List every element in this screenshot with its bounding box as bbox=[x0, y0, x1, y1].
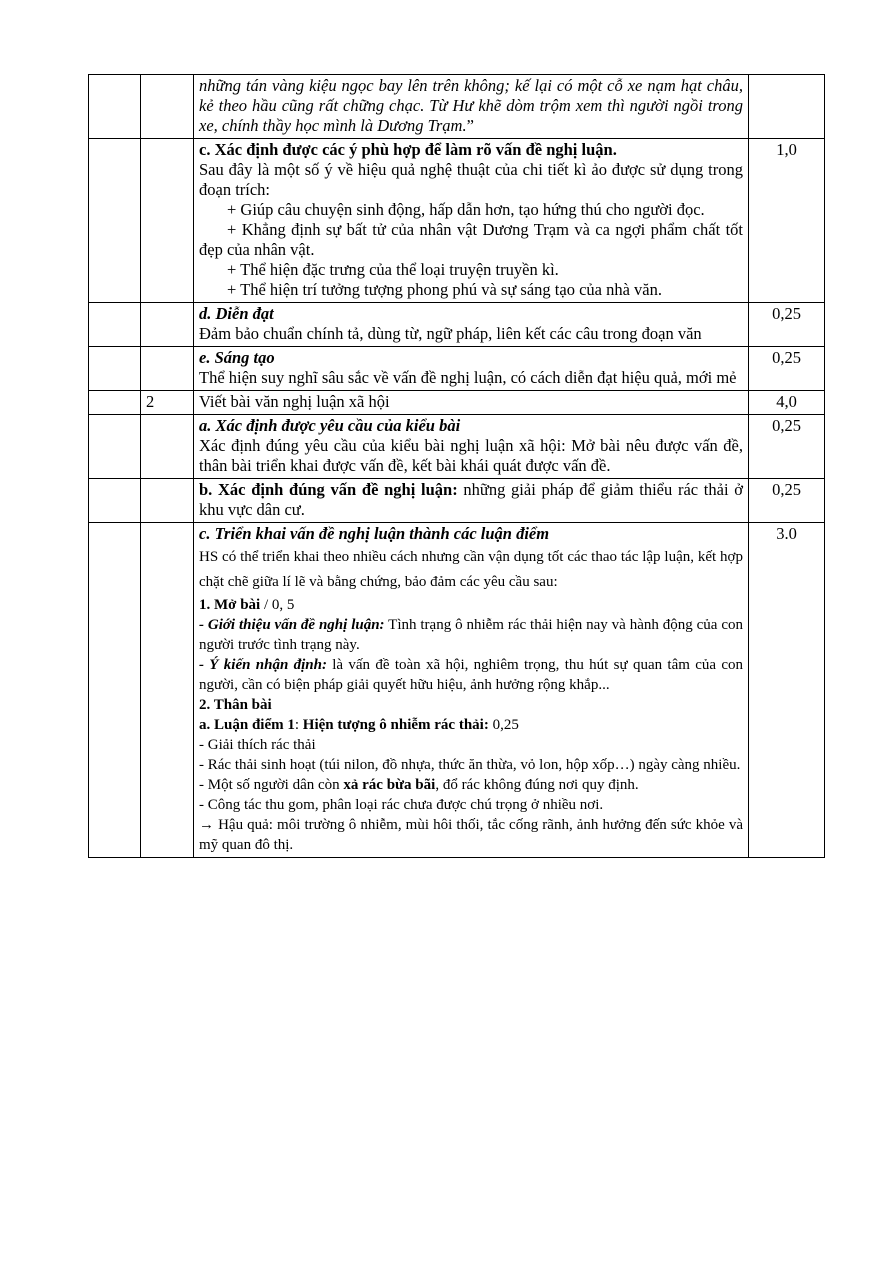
list-item: → Hậu quả: môi trường ô nhiễm, mùi hôi thối, tắc cống rãnh, ảnh hưởng đến sức khỏe và mỹ quan đô thị. bbox=[199, 817, 743, 853]
criterion-text: những giải pháp để giảm thiểu rác thải ở khu vực dân cư. bbox=[199, 480, 743, 519]
list-item: - Công tác thu gom, phân loại rác chưa được chú trọng ở nhiều nơi. bbox=[199, 797, 604, 813]
table-row bbox=[89, 415, 825, 479]
question-number: 2 bbox=[141, 391, 194, 415]
criterion-heading: d. Diễn đạt bbox=[199, 304, 274, 323]
point-text: là vấn đề toàn xã hội, nghiêm trọng, thu hút sự quan tâm của con người, cần có biện pháp giải quyết hữu hiệu, ảnh hưởng rộng khắp... bbox=[199, 657, 744, 693]
criterion-heading: a. Xác định được yêu cầu của kiểu bài bbox=[199, 416, 461, 435]
table-row bbox=[89, 391, 825, 415]
content-cell bbox=[194, 303, 749, 347]
list-item: - Rác thải sinh hoạt (túi nilon, đồ nhựa, thức ăn thừa, vỏ lon, hộp xốp…) ngày càng nhiều. bbox=[199, 757, 741, 773]
section-label: 1. Mở bài bbox=[199, 597, 261, 613]
point-text: Tình trạng ô nhiễm rác thải hiện nay và hành động của con người trước tình trạng này. bbox=[199, 617, 744, 653]
score-cell: 0,25 bbox=[749, 347, 825, 391]
list-item: + Thể hiện trí tưởng tượng phong phú và sự sáng tạo của nhà văn. bbox=[227, 280, 662, 299]
score-cell: 4,0 bbox=[749, 391, 825, 415]
criterion-heading: b. Xác định đúng vấn đề nghị luận: bbox=[199, 480, 458, 499]
content-cell bbox=[194, 415, 749, 479]
quote-end: ” bbox=[466, 116, 474, 135]
list-item: - Giải thích rác thải bbox=[199, 737, 316, 753]
point-label: - Ý kiến nhận định: bbox=[199, 657, 327, 673]
rubric-table bbox=[88, 74, 825, 858]
score-cell: 1,0 bbox=[749, 139, 825, 303]
table-row bbox=[89, 479, 825, 523]
content-cell bbox=[194, 347, 749, 391]
list-item: + Giúp câu chuyện sinh động, hấp dẫn hơn, tạo hứng thú cho người đọc. bbox=[227, 200, 705, 219]
question-cell bbox=[141, 75, 194, 139]
table-row bbox=[89, 75, 825, 139]
content-cell bbox=[194, 391, 749, 415]
criterion-intro: HS có thể triển khai theo nhiều cách nhưng cần vận dụng tốt các thao tác lập luận, kết hợp chặt chẽ giữa lí lẽ và bằng chứng, bảo đảm các yêu cầu sau: bbox=[199, 549, 743, 590]
part-cell bbox=[89, 75, 141, 139]
table-row bbox=[89, 347, 825, 391]
section-label: 2. Thân bài bbox=[199, 697, 272, 713]
criterion-heading: e. Sáng tạo bbox=[199, 348, 275, 367]
table-row bbox=[89, 303, 825, 347]
score-cell: 0,25 bbox=[749, 479, 825, 523]
point-label: - Giới thiệu vấn đề nghị luận: bbox=[199, 617, 385, 633]
list-item: - Một số người dân còn xả rác bừa bãi, đổ rác không đúng nơi quy định. bbox=[199, 777, 639, 793]
list-item: + Thể hiện đặc trưng của thể loại truyện truyền kì. bbox=[227, 260, 559, 279]
list-item: + Khẳng định sự bất tử của nhân vật Dương Trạm và ca ngợi phẩm chất tốt đẹp của nhân vật. bbox=[199, 220, 743, 259]
content-cell bbox=[194, 479, 749, 523]
criterion-text: Xác định đúng yêu cầu của kiểu bài nghị luận xã hội: Mở bài nêu được vấn đề, thân bài triển khai được vấn đề, kết bài khái quát được vấn đề. bbox=[199, 436, 743, 475]
argument-title: Hiện tượng ô nhiễm rác thải: bbox=[302, 717, 489, 733]
argument-score: 0,25 bbox=[488, 717, 519, 733]
question-title: Viết bài văn nghị luận xã hội bbox=[199, 392, 390, 411]
score-cell: 3.0 bbox=[749, 523, 825, 858]
table-row bbox=[89, 523, 825, 858]
content-cell: c. Triển khai vấn đề nghị luận thành các luận điểm HS có thể triển khai theo nhiều cách nhưng cần vận dụng tốt các thao tác lập luận, kết hợp chặt chẽ giữa lí lẽ và bằng chứng, bảo đảm các yêu cầu sau: 1. Mở bài / 0, 5 - Giới thiệu vấn đề nghị luận: Tình trạng ô nhiễm rác thải hiện nay và hành động của con người trước tình trạng này. - Ý kiến nhận định: là vấn đề toàn xã hội, nghiêm trọng, thu hút sự quan tâm của con người, cần có biện pháp giải quyết hữu hiệu, ảnh hưởng rộng khắp... 2. Thân bài a. Luận điểm 1: Hiện tượng ô nhiễm rác thải: 0,25 - Giải thích rác thải - Rác thải sinh hoạt (túi nilon, đồ nhựa, thức ăn thừa, vỏ lon, hộp xốp…) ngày càng nhiều. - Một số người dân còn xả rác bừa bãi, đổ rác không đúng nơi quy định. - Công tác thu gom, phân loại rác chưa được chú trọng ở nhiều nơi. → Hậu quả: môi trường ô nhiễm, mùi hôi thối, tắc cống rãnh, ảnh hưởng đến sức khỏe và mỹ quan đô thị. bbox=[194, 523, 749, 858]
content-cell bbox=[194, 75, 749, 139]
argument-label: a. Luận điểm 1 bbox=[199, 717, 295, 733]
quote-text: những tán vàng kiệu ngọc bay lên trên không; kế lại có một cỗ xe nạm hạt châu, kẻ theo hầu cũng rất chững chạc. Từ Hư khẽ dòm trộm xem thì người ngồi trong xe, chính thầy học mình là Dương Trạm. bbox=[199, 76, 743, 135]
criterion-heading: c. Xác định được các ý phù hợp để làm rõ vấn đề nghị luận. bbox=[199, 140, 617, 159]
score-cell: 0,25 bbox=[749, 303, 825, 347]
score-cell bbox=[749, 75, 825, 139]
table-row bbox=[89, 139, 825, 303]
section-score: / 0, 5 bbox=[260, 597, 295, 613]
criterion-heading: c. Triển khai vấn đề nghị luận thành các luận điểm bbox=[199, 524, 550, 543]
criterion-intro: Sau đây là một số ý về hiệu quả nghệ thuật của chi tiết kì ảo được sử dụng trong đoạn trích: bbox=[199, 160, 743, 199]
criterion-text: Thể hiện suy nghĩ sâu sắc về vấn đề nghị luận, có cách diễn đạt hiệu quả, mới mẻ bbox=[199, 368, 737, 387]
score-cell: 0,25 bbox=[749, 415, 825, 479]
criterion-text: Đảm bảo chuẩn chính tả, dùng từ, ngữ pháp, liên kết các câu trong đoạn văn bbox=[199, 324, 702, 343]
content-cell bbox=[194, 139, 749, 303]
